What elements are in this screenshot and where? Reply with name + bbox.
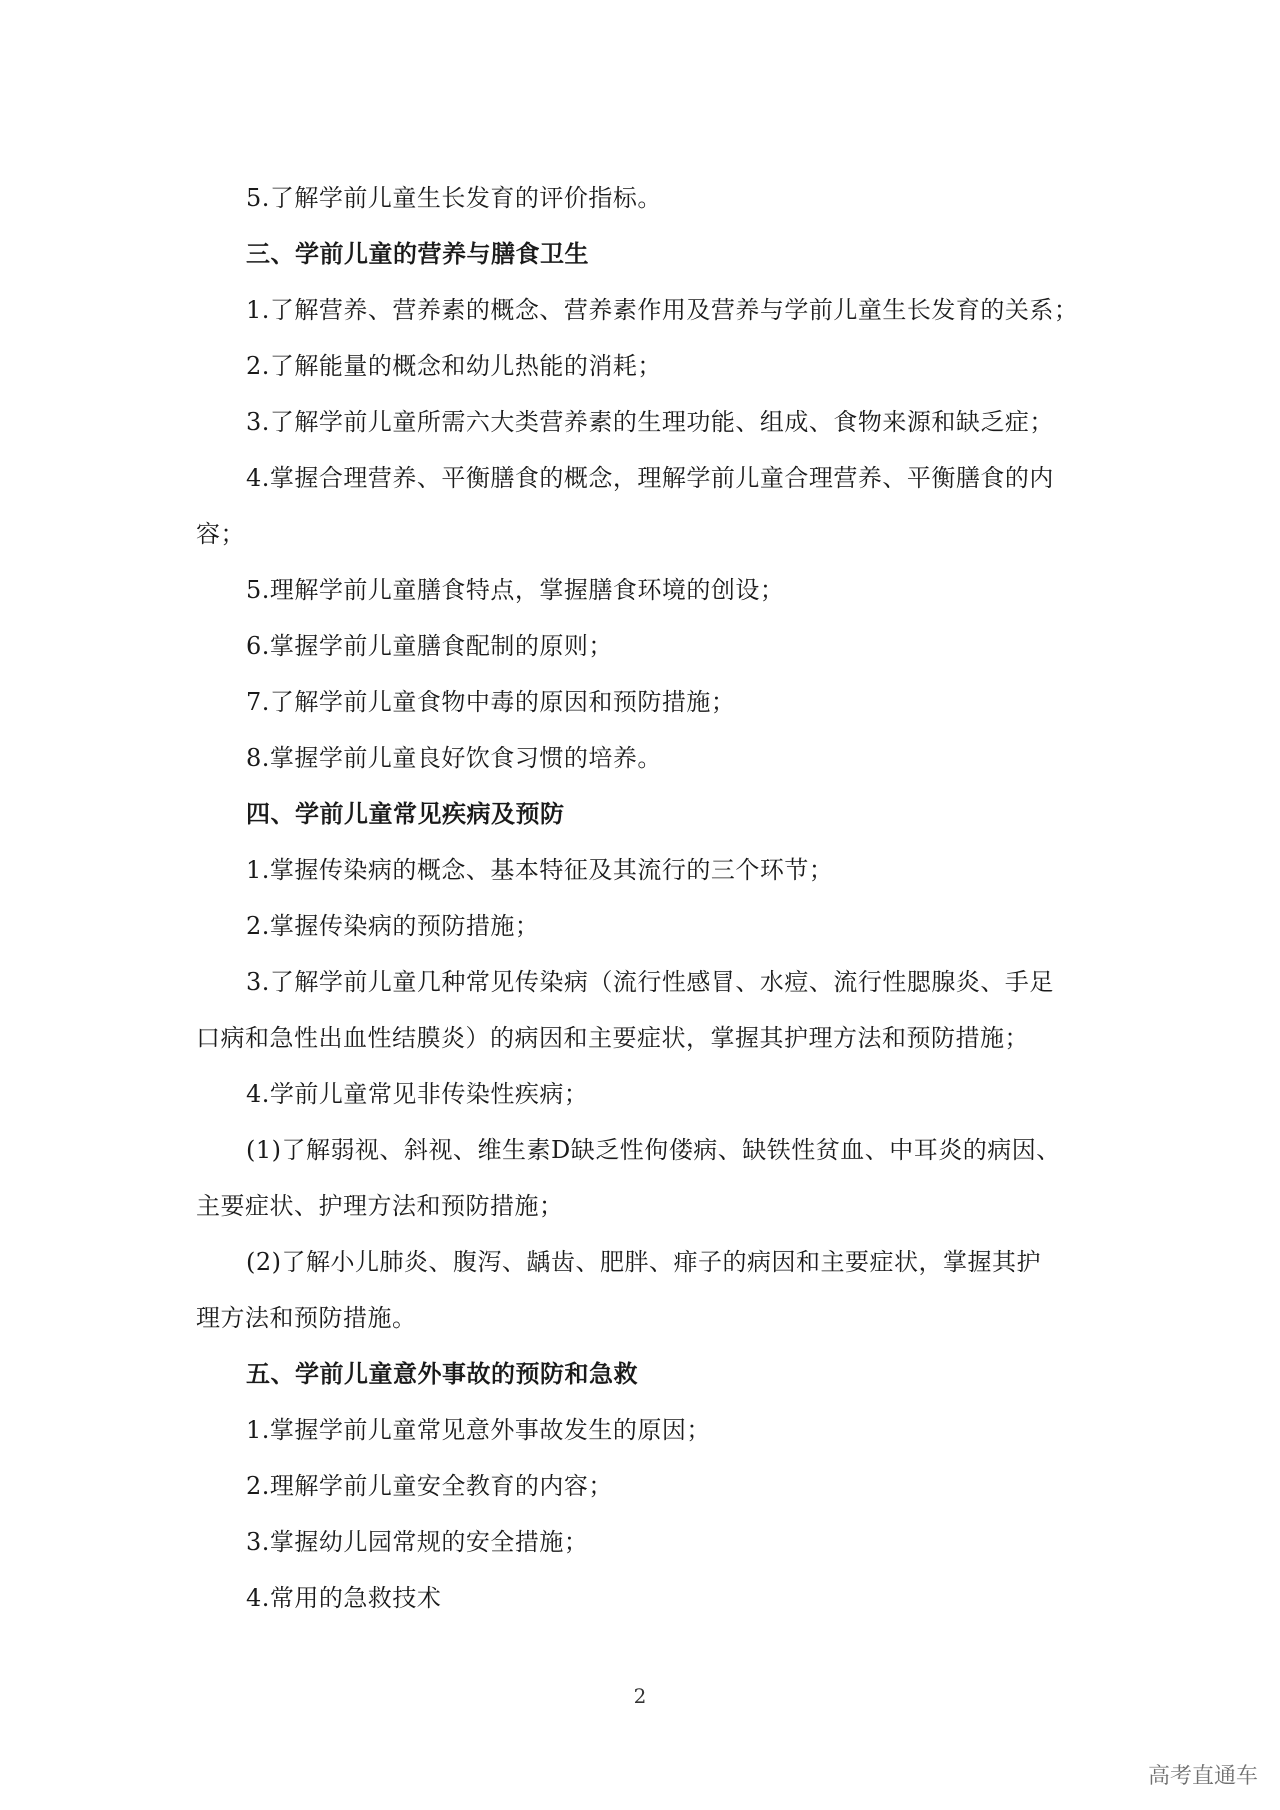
text-line: 1.了解营养、营养素的概念、营养素作用及营养与学前儿童生长发育的关系；: [246, 296, 1079, 324]
text-line: 3.了解学前儿童所需六大类营养素的生理功能、组成、食物来源和缺乏症；: [246, 408, 1054, 436]
text-line: 5.理解学前儿童膳食特点，掌握膳食环境的创设；: [246, 576, 785, 604]
text-line: 8.掌握学前儿童良好饮食习惯的培养。: [246, 744, 662, 772]
text-line: 1.掌握传染病的概念、基本特征及其流行的三个环节；: [246, 856, 834, 884]
text-line: 主要症状、护理方法和预防措施；: [196, 1192, 564, 1220]
text-line: (2)了解小儿肺炎、腹泻、龋齿、肥胖、痱子的病因和主要症状，掌握其护: [246, 1248, 1041, 1276]
text-line: 1.掌握学前儿童常见意外事故发生的原因；: [246, 1416, 711, 1444]
text-line: 4.常用的急救技术: [246, 1584, 442, 1612]
text-line: 4.掌握合理营养、平衡膳食的概念，理解学前儿童合理营养、平衡膳食的内: [246, 464, 1054, 492]
watermark-logo-text: 高考直通车: [1147, 1764, 1258, 1789]
text-line: 3.掌握幼儿园常规的安全措施；: [246, 1528, 589, 1556]
text-line: 7.了解学前儿童食物中毒的原因和预防措施；: [246, 688, 736, 716]
text-line: 2.掌握传染病的预防措施；: [246, 912, 540, 940]
text-line: (1)了解弱视、斜视、维生素D缺乏性佝偻病、缺铁性贫血、中耳炎的病因、: [246, 1136, 1061, 1164]
page-number: 2: [633, 1684, 647, 1708]
text-line: 2.了解能量的概念和幼儿热能的消耗；: [246, 352, 662, 380]
text-line: 理方法和预防措施。: [196, 1304, 417, 1332]
section-heading: 四、学前儿童常见疾病及预防: [246, 800, 565, 828]
section-heading: 五、学前儿童意外事故的预防和急救: [246, 1360, 638, 1388]
document-body: [196, 170, 1096, 1626]
text-line: 2.理解学前儿童安全教育的内容；: [246, 1472, 613, 1500]
text-line: 6.掌握学前儿童膳食配制的原则；: [246, 632, 613, 660]
text-line: 口病和急性出血性结膜炎）的病因和主要症状，掌握其护理方法和预防措施；: [196, 1024, 1029, 1052]
text-line: 3.了解学前儿童几种常见传染病（流行性感冒、水痘、流行性腮腺炎、手足: [246, 968, 1054, 996]
section-heading: 三、学前儿童的营养与膳食卫生: [246, 240, 589, 268]
text-line: 5.了解学前儿童生长发育的评价指标。: [246, 184, 662, 212]
text-line: 容；: [196, 520, 245, 548]
text-line: 4.学前儿童常见非传染性疾病；: [246, 1080, 589, 1108]
